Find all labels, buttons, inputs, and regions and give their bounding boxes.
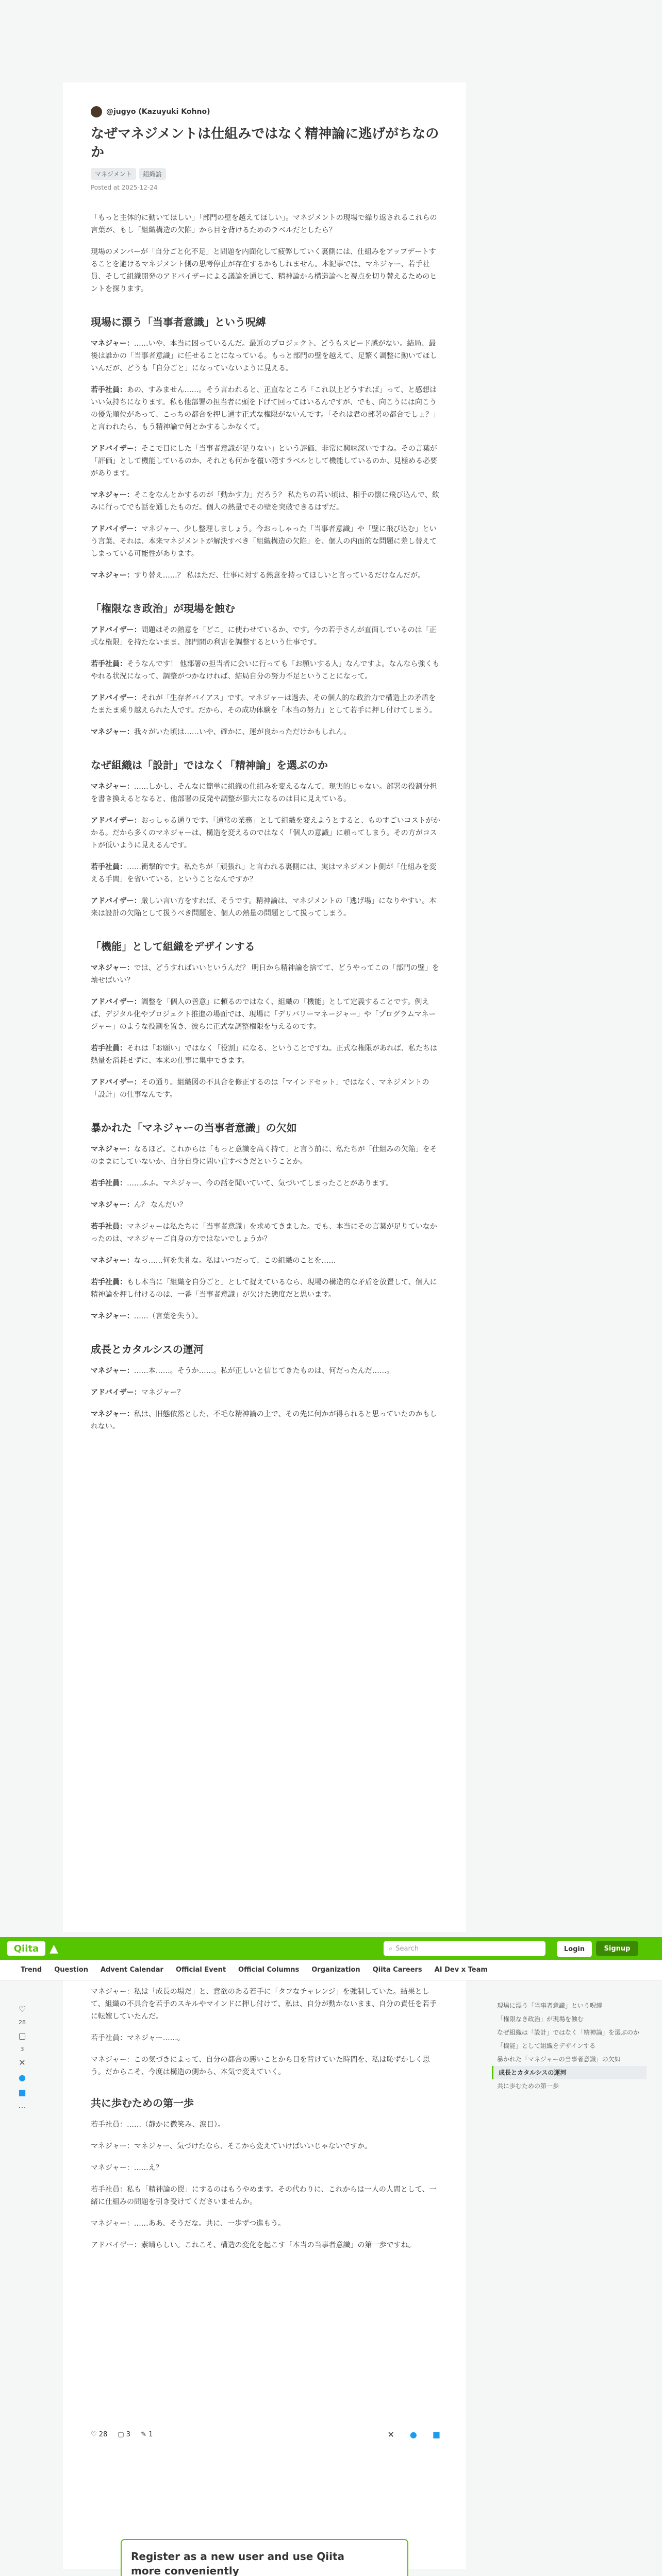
dialogue-text: ……ああ、そうだな。共に、一歩ずつ進もう。 (134, 2219, 286, 2228)
dialogue-text: 厳しい言い方をすれば、そうです。精神論は、マネジメントの「逃げ場」になりやすい。本来は設計の欠陥として扱うべき問題を、個人の熱量の問題として扱ってしまう。 (91, 897, 437, 918)
speaker-label: 若手社員： (91, 2121, 127, 2129)
article-card (63, 82, 466, 1932)
toc-item[interactable]: 暴かれた「マネジャーの当事者意識」の欠如 (497, 2056, 621, 2063)
dialogue-text: すり替え……？ 私はただ、仕事に対する熱意を持ってほしいと言っているだけなんだが。 (134, 571, 425, 580)
dialogue-text: では、どうすればいいというんだ？ 明日から精神論を捨てて、どうやってこの「部門の壁」を壊せばいい？ (91, 964, 439, 985)
speaker-label: アドバイザー： (91, 445, 141, 453)
dialogue-paragraph (91, 658, 440, 683)
dialogue-paragraph (91, 1076, 440, 1101)
dialogue-paragraph (91, 337, 440, 375)
dialogue-paragraph (91, 523, 440, 560)
search-placeholder: Search (395, 1944, 419, 1953)
hatena-share-icon[interactable]: ■ (18, 2088, 26, 2097)
dialogue-paragraph (91, 692, 440, 717)
speaker-label: マネジャー： (91, 1988, 134, 1996)
speaker-label: マネジャー： (91, 1312, 134, 1320)
dialogue-paragraph (91, 1386, 440, 1399)
speaker-label: アドバイザー： (91, 1388, 141, 1397)
dialogue-text: あの、すみません……。そう言われると、正直なところ「これ以上どうすれば」って、と感想はいい気持ちになります。私も他部署の担当者に頭を下げて回ってはいるんですが、でも、向こうには向こうの優先順位があって、こっちの都合を押し通す正式な権限がないんです。「それは君の部署の都合でしょ？」と言われたら、もう精神論で何とかするしかなくて。 (91, 386, 440, 431)
dialogue-text: マネジャー、少し整理しましょう。今おっしゃった「当事者意識」や「壁に飛び込む」という言葉、それは、本来マネジメントが解決すべき「組織構造の欠陥」を、個人の内面的な問題に差し替えてしまっている可能性があります。 (91, 525, 437, 558)
dialogue-text: なるほど。これからは「もっと意識を高く持て」と言う前に、私たちが「仕組みの欠陥」をそのままにしていないか、自分自身に問い直すべきだということか。 (91, 1145, 437, 1166)
toc-item[interactable]: 共に歩むための第一歩 (497, 2082, 559, 2090)
speaker-label: アドバイザー： (91, 998, 141, 1006)
dialogue-text: 問題はその熱意を「どこ」に使わせているか、です。今の若手さんが直面しているのは「正式な権限」を持たないまま、部門間の利害を調整するという仕事です。 (91, 626, 437, 647)
site-header (0, 1937, 662, 1960)
nav-ai-dev-team[interactable]: AI Dev x Team (434, 1966, 488, 1974)
stock-count: 3 (20, 2046, 24, 2053)
speaker-label: アドバイザー： (91, 626, 141, 634)
comment-button[interactable] (141, 2431, 153, 2438)
speaker-label: アドバイザー： (91, 1078, 141, 1087)
speaker-label: マネジャー： (91, 2142, 134, 2150)
nav-organization[interactable]: Organization (311, 1966, 360, 1974)
facebook-share-icon[interactable]: ● (19, 2073, 26, 2082)
dialogue-text: この気づきによって、自分の都合の悪いことから目を背けていた時間を、私は恥ずかしく思う。だからこそ、今度は構造の側から、本気で変えていく。 (91, 2056, 430, 2076)
dialogue-text: ん？ なんだい？ (134, 1201, 187, 1209)
dialogue-paragraph (91, 2140, 440, 2153)
dialogue-paragraph (91, 815, 440, 852)
dialogue-text: その通り。組織図の不具合を修正するのは「マインドセット」ではなく、マネジメントの「設計」の仕事なんです。 (91, 1078, 429, 1099)
dialogue-paragraph (91, 1042, 440, 1067)
dialogue-paragraph (91, 1408, 440, 1433)
stock-icon[interactable]: ▢ (18, 2031, 26, 2041)
speaker-label: アドバイザー： (91, 2241, 141, 2249)
dialogue-paragraph (91, 2119, 440, 2131)
dialogue-text: 調整を「個人の善意」に頼るのではなく、組織の「機能」として定義することです。例えば、デジタル化やプロジェクト推進の場面では、現場に「デリバリーマネージャー」や「プログラムマネージャー」のような役割を置き、彼らに正式な調整権限を与えるのです。 (91, 998, 436, 1031)
dialogue-text: もし本当に「組織を自分ごと」として捉えているなら、現場の構造的な矛盾を放置して、個人に精神論を押し付けるのは、一番「当事者意識」が欠けた態度だと思います。 (91, 1278, 437, 1299)
speaker-label: マネジャー： (91, 1201, 134, 1209)
speaker-label: マネジャー： (91, 2219, 134, 2228)
stock-button[interactable] (118, 2431, 130, 2438)
speaker-label: アドバイザー： (91, 525, 141, 533)
dialogue-paragraph (91, 1199, 440, 1211)
speaker-label: マネジャー： (91, 1145, 134, 1154)
author-line[interactable] (91, 106, 440, 117)
section-heading: 共に歩むための第一歩 (91, 2097, 194, 2109)
dialogue-text: 私も「精神論の罠」にするのはもうやめます。その代わりに、これからは一人の人間として、一緒に仕組みの問題を引き受けてくださいませんか。 (91, 2185, 437, 2206)
speaker-label: マネジャー： (91, 2164, 134, 2172)
section-heading: 現場に漂う「当事者意識」という呪縛 (91, 316, 266, 328)
dialogue-paragraph (91, 2183, 440, 2208)
sub-navigation (0, 1960, 662, 1980)
comment-icon: ✎ (141, 2431, 146, 2438)
toc-item[interactable]: なぜ組織は「設計」ではなく「精神論」を選ぶのか (497, 2029, 640, 2036)
facebook-share-icon[interactable]: ● (409, 2430, 417, 2439)
article-body (91, 212, 440, 1433)
dialogue-text: ……（言葉を失う）。 (134, 1312, 203, 1320)
dialogue-text: マネジャー……。 (127, 2034, 185, 2042)
article-title: なぜマネジメントは仕組みではなく精神論に逃げがちなのか (91, 126, 439, 160)
dialogue-paragraph (91, 624, 440, 649)
login-button[interactable]: Login (557, 1941, 592, 1957)
speaker-label: マネジャー： (91, 1410, 134, 1418)
dialogue-paragraph (91, 1143, 440, 1168)
dialogue-paragraph (91, 443, 440, 480)
dialogue-paragraph (91, 962, 440, 987)
signup-promo (121, 2539, 408, 2576)
nav-advent-calendar[interactable]: Advent Calendar (100, 1966, 163, 1974)
dialogue-paragraph (91, 895, 440, 920)
speaker-label: マネジャー： (91, 1367, 134, 1375)
speaker-label: 若手社員： (91, 386, 127, 394)
intro-paragraph: 「もっと主体的に動いてほしい」「部門の壁を越えてほしい」。マネジメントの現場で繰り返されるこれらの言葉が、もし「組織構造の欠陥」から目を背けるためのラベルだとしたら？ (91, 214, 437, 234)
dialogue-text: ……しかし、そんなに簡単に組織の仕組みを変えるなんて、現実的じゃない。部署の役割分担を書き換えるとなると、他部署の反発や調整が膨大になるのは目に見えている。 (91, 783, 437, 803)
speaker-label: 若手社員： (91, 1278, 127, 1286)
dialogue-text: それが「生存者バイアス」です。マネジャーは過去、その個人的な政治力で構造上の矛盾をたまたま乗り越えられた人です。だから、その成功体験を「本当の努力」として若手に押し付けてしまう。 (91, 694, 437, 715)
dialogue-paragraph (91, 996, 440, 1033)
speaker-label: マネジャー： (91, 728, 134, 736)
speaker-label: 若手社員： (91, 1179, 127, 1188)
nav-trend[interactable]: Trend (21, 1966, 42, 1974)
dialogue-paragraph (91, 2217, 440, 2230)
dialogue-paragraph (91, 569, 440, 582)
qiita-logo[interactable]: Qiita (7, 1941, 45, 1956)
speaker-label: マネジャー： (91, 571, 134, 580)
dialogue-text: ……（静かに微笑み、涙目）。 (127, 2121, 225, 2129)
article-content (91, 106, 440, 1442)
tag[interactable]: 組織論 (139, 168, 166, 180)
dialogue-text: なっ……何を失礼な。私はいつだって、この組織のことを…… (134, 1257, 336, 1265)
section-heading: 成長とカタルシスの運河 (91, 1343, 204, 1355)
nav-question[interactable]: Question (54, 1966, 88, 1974)
promo-title: Register as a new user and use Qiita more conveniently (131, 2550, 345, 2576)
dialogue-text: マネジャーは私たちに「当事者意識」を求めてきました。でも、本当にその言葉が足りていなかったのは、マネジャーご自身の方ではないでしょうか？ (91, 1223, 437, 1243)
like-button[interactable] (91, 2431, 107, 2438)
avatar[interactable] (91, 106, 102, 117)
dialogue-text: そこをなんとかするのが「動かす力」だろう？ 私たちの若い頃は、相手の懐に飛び込んで、飲みに行ってでも話を通したものだ。個人の熱量でその壁を突破できるはずだ。 (91, 491, 439, 512)
dialogue-paragraph (91, 2032, 440, 2044)
stock-icon: ▢ (118, 2431, 124, 2438)
section-heading: なぜ組織は「設計」ではなく「精神論」を選ぶのか (91, 759, 328, 771)
author-name[interactable]: @jugyo (Kazuyuki Kohno) (106, 108, 210, 116)
like-icon[interactable]: ♡ (18, 2004, 26, 2014)
comment-count: 1 (148, 2431, 153, 2438)
dialogue-paragraph (91, 1255, 440, 1267)
x-share-icon[interactable]: ✕ (19, 2058, 26, 2067)
speaker-label: アドバイザー： (91, 817, 141, 825)
hatena-share-icon[interactable]: ■ (432, 2430, 440, 2439)
dialogue-text: 素晴らしい。これこそ、構造の変化を起こす「本当の当事者意識」の第一歩ですね。 (141, 2241, 416, 2249)
speaker-label: マネジャー： (91, 783, 134, 791)
speaker-label: 若手社員： (91, 2034, 127, 2042)
x-share-icon[interactable]: ✕ (387, 2430, 394, 2439)
dialogue-paragraph (91, 1986, 440, 2023)
intro-paragraph: 現場のメンバーが「自分ごと化不足」と問題を内面化して疲弊していく裏側には、仕組みをアップデートすることを避けるマネジメント側の思考停止が存在するかもしれません。本記事では、マネジャー、若手社員、そして組織開発のアドバイザーによる議論を通じて、精神論から構造論へと視点を切り替えるためのヒントを探ります。 (91, 248, 437, 293)
speaker-label: マネジャー： (91, 2056, 134, 2064)
section-heading: 「権限なき政治」が現場を蝕む (91, 602, 235, 615)
like-count: 28 (98, 2431, 108, 2438)
toc-item[interactable]: 現場に漂う「当事者意識」という呪縛 (497, 2002, 603, 2009)
nav-official-event[interactable]: Official Event (175, 1966, 226, 1974)
table-of-contents (492, 1999, 647, 2093)
toc-item[interactable]: 「機能」として組織をデザインする (497, 2042, 596, 2049)
dialogue-paragraph (91, 2162, 440, 2174)
speaker-label: マネジャー： (91, 1257, 134, 1265)
dialogue-text: ……え？ (134, 2164, 163, 2172)
section-heading: 「機能」として組織をデザインする (91, 940, 255, 953)
dialogue-paragraph (91, 2239, 440, 2251)
speaker-label: 若手社員： (91, 863, 127, 871)
dialogue-text: そこで目にした「当事者意識が足りない」という評価、非常に興味深いですね。その言葉が「評価」として機能しているのか、それとも何かを覆い隠すラベルとして機能しているのか、見極める必要があります。 (91, 445, 437, 478)
dialogue-paragraph (91, 1177, 440, 1190)
dialogue-paragraph (91, 1221, 440, 1245)
dialogue-paragraph (91, 384, 440, 433)
speaker-label: 若手社員： (91, 1044, 127, 1053)
dialogue-text: 私は、旧態依然とした、不毛な精神論の上で、その先に何かが得られると思っていたのかもしれない。 (91, 1410, 437, 1431)
speaker-label: 若手社員： (91, 660, 127, 668)
heart-icon: ♡ (91, 2431, 97, 2438)
search-input[interactable] (384, 1941, 545, 1956)
posted-date: Posted at 2025-12-24 (91, 184, 158, 191)
dialogue-paragraph (91, 2054, 440, 2078)
dialogue-paragraph (91, 861, 440, 886)
speaker-label: アドバイザー： (91, 694, 141, 702)
toc-item-active[interactable]: 成長とカタルシスの運河 (492, 2066, 647, 2079)
dialogue-paragraph (91, 726, 440, 738)
share-buttons (388, 2430, 441, 2439)
speaker-label: マネジャー： (91, 340, 134, 348)
stock-count: 3 (126, 2431, 131, 2438)
dialogue-text: 私は「成長の場だ」と、意欲のある若手に「タフなチャレンジ」を強制していた。結果として、組織の不具合を若手のスキルやマインドに押し付けて、私は、自分が動かないまま、自分の責任を若手に転嫁していたんだ。 (91, 1988, 437, 2021)
like-count: 28 (19, 2019, 26, 2026)
dialogue-text: おっしゃる通りです。「通常の業務」として組織を変えようとすると、ものすごいコストがかかる。だから多くのマネジャーは、構造を変えるのではなく「個人の意識」に頼ってしまう。その方がコストが低いように見えるんです。 (91, 817, 440, 850)
dialogue-text: ……ふふ。マネジャー、今の話を聞いていて、気づいてしまったことがあります。 (127, 1179, 393, 1188)
dialogue-paragraph (91, 781, 440, 805)
dialogue-text: ……本……。そうか……。私が正しいと信じてきたものは、何だったんだ……。 (134, 1367, 394, 1375)
dialogue-paragraph (91, 489, 440, 514)
tag-list (91, 168, 440, 180)
dialogue-text: ……いや、本当に困っているんだ。最近のプロジェクト、どうもスピード感がない。結局、最後は誰かの「当事者意識」に任せることになっている。もっと部門の壁を越えて、足繁く調整に動いてほしいんだが、どうも「自分ごと」になっていないように見える。 (91, 340, 437, 372)
reaction-bar (91, 2430, 440, 2439)
dialogue-paragraph (91, 1365, 440, 1377)
speaker-label: 若手社員： (91, 2185, 127, 2194)
nav-official-columns[interactable]: Official Columns (238, 1966, 300, 1974)
article-card-lower (63, 1980, 466, 2569)
speaker-label: アドバイザー： (91, 897, 141, 905)
action-rail (14, 2004, 30, 2112)
dialogue-text: ……衝撃的です。私たちが「頑張れ」と言われる裏側には、実はマネジメント側が「仕組みを変える手間」を省いている、ということなんですか？ (91, 863, 437, 884)
speaker-label: マネジャー： (91, 964, 134, 972)
owl-icon[interactable]: ▲ (49, 1942, 58, 1955)
dialogue-text: それは「お願い」ではなく「役割」になる、ということですね。正式な権限があれば、私たちは熱量を消耗せずに、本来の仕事に集中できます。 (91, 1044, 437, 1065)
dialogue-paragraph (91, 1276, 440, 1301)
tag[interactable]: マネジメント (91, 168, 136, 180)
speaker-label: 若手社員： (91, 1223, 127, 1231)
dialogue-text: マネジャー？ (141, 1388, 185, 1397)
more-icon[interactable]: ⋯ (18, 2103, 26, 2112)
article-body-lower (91, 1986, 440, 2261)
toc-item[interactable]: 「権限なき政治」が現場を蝕む (497, 2015, 584, 2023)
dialogue-paragraph (91, 1310, 440, 1323)
search-icon: ⌕ (389, 1944, 393, 1953)
speaker-label: マネジャー： (91, 491, 134, 499)
dialogue-text: マネジャー、気づけたなら、そこから変えていけばいいじゃないですか。 (134, 2142, 372, 2150)
nav-qiita-careers[interactable]: Qiita Careers (372, 1966, 422, 1974)
signup-button[interactable]: Signup (596, 1941, 638, 1956)
section-heading: 暴かれた「マネジャーの当事者意識」の欠如 (91, 1122, 297, 1134)
dialogue-text: そうなんです！ 他部署の担当者に会いに行っても「お願いする人」なんですよ。なんなら強くもやれる状況になって、調整がつかなければ、結局自分の努力不足ということになって。 (91, 660, 440, 681)
dialogue-text: 我々がいた頃は……いや、確かに、運が良かっただけかもしれん。 (134, 728, 351, 736)
